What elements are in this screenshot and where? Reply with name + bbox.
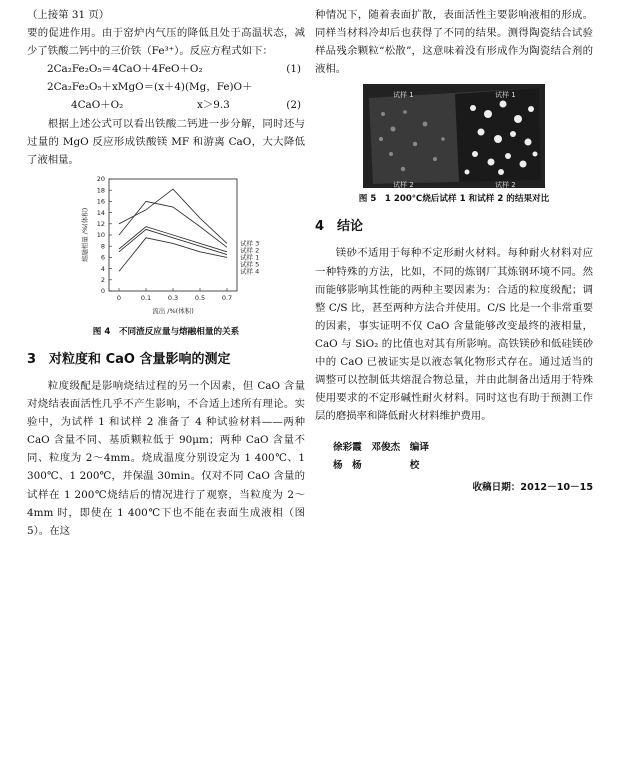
- figure-5-caption: 图 5 1 200℃烧后试样 1 和试样 2 的结果对比: [358, 194, 550, 205]
- y-tick-label: 16: [96, 197, 105, 206]
- y-tick-label: 10: [96, 231, 105, 240]
- y-tick-label: 4: [100, 264, 105, 273]
- equation-text: 4CaO＋O₂: [71, 99, 124, 112]
- series-line: [119, 201, 227, 247]
- equation-2-line-2: [27, 96, 305, 114]
- equation-1: [27, 60, 305, 78]
- y-tick-label: 8: [100, 242, 105, 251]
- equation-text: 2Ca₂Fe₂O₅＋xMgO＝(x＋4)(Mg，Fe)O＋: [47, 81, 253, 94]
- x-tick-label: 0.1: [140, 293, 152, 302]
- sample-label: 试样 1: [393, 91, 414, 100]
- equation-text: 2Ca₂Fe₂O₅＝4CaO＋4FeO＋O₂: [47, 63, 203, 76]
- series-label: 试样 2: [240, 246, 260, 255]
- paragraph: 镁砂不适用于每种不定形耐火材料。每种耐火材料对应一种特殊的方法，比如，不同的炼钢厂其炼钢环境不同。然而能够影响其性能的两种主要因素为：合适的粒度级配；调整 C/S 比，甚至两种方法合并使用。C/S 比是一个非常重要的因素，事实证明不仅 CaO 含量能够改变最终的液相量，CaO 与 SiO₂ 的比值也对其有所影响。高铁镁砂和低硅镁砂中的 CaO 已被证实是以液态氧化物形式存在。通过适当的调整可以控制低共熔混合物总量，并由此制备出适用于特殊使用要求的不定形碱性耐火材料。同时这也有助于预测工作层的磨损率和降低耐火材料维护费用。: [315, 247, 593, 423]
- received-date: 收稿日期：2012－10－15: [472, 482, 593, 494]
- y-tick-label: 14: [96, 208, 105, 217]
- equation-2-line-1: [27, 78, 305, 96]
- sample-label: 试样 2: [393, 181, 414, 189]
- series-line: [119, 238, 227, 272]
- equation-number: (2): [286, 99, 301, 112]
- sample-label: 试样 2: [495, 181, 516, 189]
- figure-5-photo: [363, 84, 545, 188]
- y-tick-label: 12: [96, 219, 105, 228]
- continued-note: （上接第 31 页）: [27, 9, 110, 21]
- series-line: [119, 226, 227, 251]
- y-tick-label: 20: [96, 175, 105, 184]
- x-tick-label: 0.7: [221, 293, 233, 302]
- sample-label: 试样 1: [495, 91, 516, 100]
- right-column: [315, 6, 593, 497]
- proofreader-credit: 杨 杨 校: [333, 460, 420, 472]
- section-4-title: 4 结论: [315, 219, 364, 235]
- x-axis-label: 流出 /%(体积): [152, 306, 194, 315]
- series-label: 试样 4: [240, 267, 260, 276]
- paragraph: 种情况下，随着表面扩散，表面活性主要影响液相的形成。同样当材料冷却后也获得了不同的结果。测得陶瓷结合试验样品残余颗粒“松散”，这意味着没有形成作为陶瓷结合剂的液相。: [315, 9, 593, 76]
- y-tick-label: 6: [100, 253, 105, 262]
- series-label: 试样 5: [240, 260, 260, 269]
- y-tick-label: 18: [96, 186, 105, 195]
- section-3-title: 3 对粒度和 CaO 含量影响的测定: [27, 351, 231, 367]
- x-tick-label: 0.5: [194, 293, 206, 302]
- paragraph: 根据上述公式可以看出铁酸二钙进一步分解，同时还与过量的 MgO 反应形成铁酸镁 MF 和游离 CaO，大大降低了液相量。: [27, 117, 305, 166]
- y-tick-label: 2: [100, 275, 105, 284]
- paragraph: 粒度级配是影响烧结过程的另一个因素，但 CaO 含量对烧结表面活性几乎不产生影响，不合适上述所有理论。实验中，为试样 1 和试样 2 准备了 4 种试验材料——两种 CaO 含量不同、基质颗粒低于 90μm；两种 CaO 含量不同、粒度为 2～4mm。烧成温度分别设定为 1 400℃、1 300℃、1 200℃，并保温 30min。仅对不同 CaO 含量的试样在 1 200℃烧结后的情况进行了观察，当粒度为 2～4mm 时，即使在 1 400℃下也不能在表面生成液相（图 5）。在这: [27, 379, 305, 537]
- x-tick-label: 0: [116, 293, 122, 302]
- sample-photo-image: [363, 84, 545, 188]
- equation-condition: x＞9.3: [197, 99, 230, 112]
- figure-4-line-chart: [47, 173, 287, 321]
- series-label: 试样 1: [240, 253, 260, 262]
- translator-credit: 徐彩霞 邓俊杰 编译: [333, 442, 429, 454]
- figure-4-caption: 图 4 不同渣反应量与熔融相量的关系: [92, 326, 240, 337]
- y-axis-label: 熔融相量 /%(体积): [81, 207, 89, 263]
- equation-number: (1): [286, 63, 301, 76]
- paragraph: 要的促进作用。由于窑炉内气压的降低且处于高温状态，减少了铁酸二钙中的三价铁（Fe³⁺）。反应方程式如下：: [27, 27, 305, 58]
- left-column: [27, 6, 305, 540]
- x-tick-label: 0.3: [167, 293, 179, 302]
- y-tick-label: 0: [100, 287, 105, 296]
- series-label: 试样 3: [240, 239, 260, 248]
